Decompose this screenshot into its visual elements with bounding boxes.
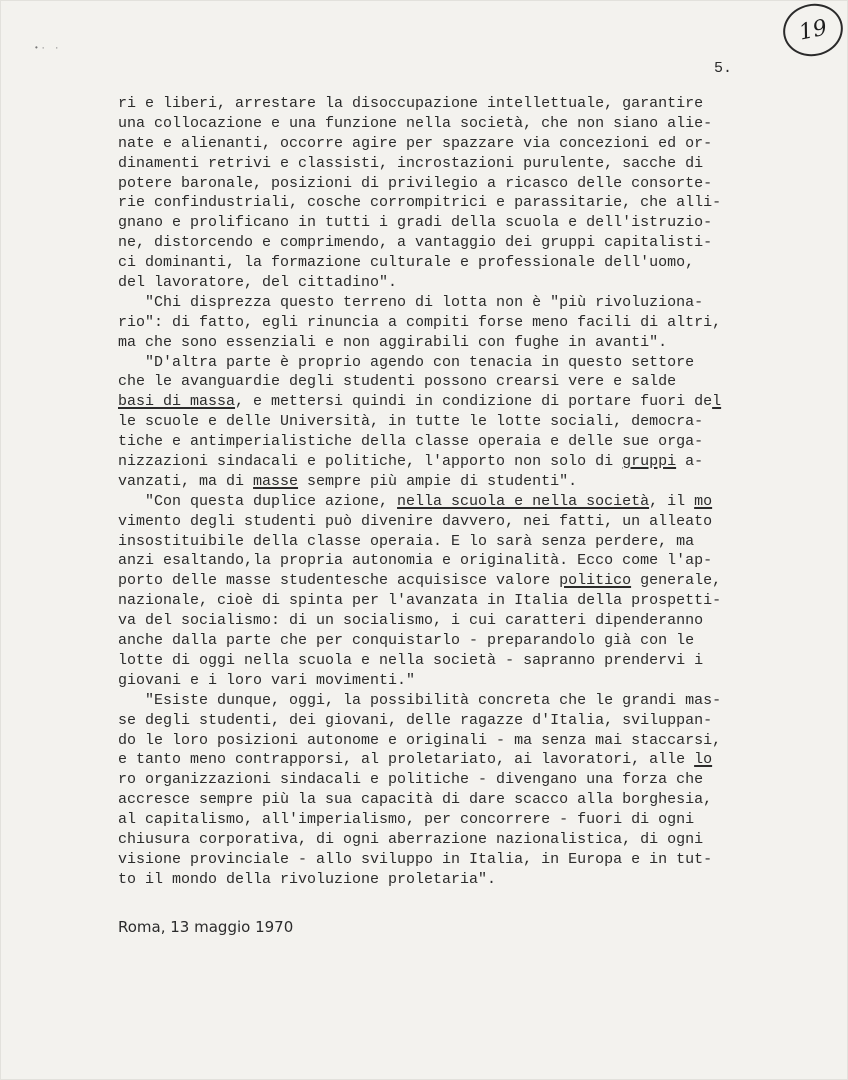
underlined-text: politico xyxy=(559,572,632,590)
text-line xyxy=(118,233,798,253)
text-line xyxy=(118,472,798,492)
line-text: ci dominanti, la formazione culturale e professionale dell'uomo, xyxy=(118,254,695,272)
line-text: , il xyxy=(649,492,695,510)
text-line xyxy=(118,333,798,353)
text-line xyxy=(118,412,798,432)
line-text: gnano e prolificano in tutti i gradi della scuola e dell'istruzio- xyxy=(118,214,713,232)
line-text: tiche e antimperialistiche della classe operaia e delle sue orga- xyxy=(118,433,704,451)
text-line xyxy=(118,631,798,651)
line-text: rio": di fatto, egli rinuncia a compiti forse meno facili di altri, xyxy=(118,313,722,331)
text-line xyxy=(118,492,798,512)
text-line xyxy=(118,750,798,770)
line-text: generale, xyxy=(631,572,722,590)
text-line xyxy=(118,193,798,213)
line-text: del lavoratore, del cittadino". xyxy=(118,274,398,292)
line-text: anzi esaltando,la propria autonomia e originalità. Ecco come l'ap- xyxy=(118,552,713,570)
line-text: vanzati, ma di xyxy=(118,472,254,490)
text-line xyxy=(118,790,798,810)
stamp-number: 19 xyxy=(796,14,830,46)
line-text: nate e alienanti, occorre agire per spazzare via concezioni ed or- xyxy=(118,134,713,152)
line-text: una collocazione e una funzione nella società, che non siano alie- xyxy=(118,114,713,132)
underlined-text: lo xyxy=(694,751,713,769)
text-line xyxy=(118,651,798,671)
text-line xyxy=(118,94,798,114)
scan-speck: •· · xyxy=(34,44,62,53)
text-line xyxy=(118,611,798,631)
text-line xyxy=(118,174,798,194)
line-text: "Chi disprezza questo terreno di lotta non è "più rivoluziona- xyxy=(118,293,704,311)
text-line xyxy=(118,253,798,273)
text-line xyxy=(118,830,798,850)
line-text: dinamenti retrivi e classisti, incrostazioni purulente, sacche di xyxy=(118,154,704,172)
line-text: insostituibile della classe operaia. E lo sarà senza perdere, ma xyxy=(118,532,695,550)
body-text xyxy=(118,94,798,890)
text-line xyxy=(118,731,798,751)
text-line xyxy=(118,273,798,293)
text-line xyxy=(118,313,798,333)
underlined-text: mo xyxy=(694,492,713,510)
underlined-text: nella scuola e nella società xyxy=(397,492,650,510)
line-text: , e mettersi quindi in condizione di portare fuori de xyxy=(235,393,713,411)
text-line xyxy=(118,691,798,711)
line-text: ri e liberi, arrestare la disoccupazione intellettuale, garantire xyxy=(118,95,704,112)
text-line xyxy=(118,372,798,392)
text-line xyxy=(118,571,798,591)
line-text: a- xyxy=(676,453,704,471)
line-text: potere baronale, posizioni di privilegio a ricasco delle consorte- xyxy=(118,174,713,192)
underlined-text: gruppi xyxy=(622,453,677,471)
text-line xyxy=(118,353,798,373)
text-line xyxy=(118,591,798,611)
line-text: se degli studenti, dei giovani, delle ragazze d'Italia, sviluppan- xyxy=(118,711,713,729)
text-line xyxy=(118,293,798,313)
underlined-text: basi di massa xyxy=(118,393,236,411)
signoff-date: Roma, 13 maggio 1970 xyxy=(118,918,294,936)
text-line xyxy=(118,671,798,691)
line-text: sempre più ampie di studenti". xyxy=(298,472,578,490)
line-text: va del socialismo: di un socialismo, i cui caratteri dipenderanno xyxy=(118,612,704,630)
text-line xyxy=(118,532,798,552)
line-text: rie confindustriali, cosche corrompitrici e parassitarie, che alli- xyxy=(118,194,722,212)
line-text: do le loro posizioni autonome e originali - ma senza mai staccarsi, xyxy=(118,731,722,749)
line-text: ne, distorcendo e comprimendo, a vantaggio dei gruppi capitalisti- xyxy=(118,234,713,252)
underlined-text: masse xyxy=(253,472,299,490)
text-line xyxy=(118,452,798,472)
text-line xyxy=(118,392,798,412)
text-line xyxy=(118,870,798,890)
page-number: 5. xyxy=(714,60,733,77)
text-line xyxy=(118,810,798,830)
text-line xyxy=(118,134,798,154)
text-line xyxy=(118,512,798,532)
line-text: ro organizzazioni sindacali e politiche - divengano una forza che xyxy=(118,771,704,789)
line-text: visione provinciale - allo sviluppo in Italia, in Europa e in tut- xyxy=(118,850,713,868)
line-text: nazionale, cioè di spinta per l'avanzata in Italia della prospetti- xyxy=(118,592,722,610)
text-line xyxy=(118,551,798,571)
text-line xyxy=(118,154,798,174)
line-text: lotte di oggi nella scuola e nella società - sapranno prendervi i xyxy=(118,651,704,669)
line-text: nizzazioni sindacali e politiche, l'apporto non solo di xyxy=(118,453,623,471)
line-text: anche dalla parte che per conquistarlo - preparandolo già con le xyxy=(118,632,695,650)
line-text: che le avanguardie degli studenti possono crearsi vere e salde xyxy=(118,373,677,391)
text-line xyxy=(118,432,798,452)
text-line xyxy=(118,770,798,790)
line-text: vimento degli studenti può divenire davvero, nei fatti, un alleato xyxy=(118,512,713,530)
text-line xyxy=(118,114,798,134)
line-text: "Con questa duplice azione, xyxy=(118,492,398,510)
text-line xyxy=(118,850,798,870)
line-text: e tanto meno contrapporsi, al proletariato, ai lavoratori, alle xyxy=(118,751,695,769)
text-line xyxy=(118,711,798,731)
line-text: "Esiste dunque, oggi, la possibilità concreta che le grandi mas- xyxy=(118,691,722,709)
text-line xyxy=(118,213,798,233)
line-text: ma che sono essenziali e non aggirabili con fughe in avanti". xyxy=(118,333,668,351)
archive-stamp xyxy=(778,0,848,62)
line-text: "D'altra parte è proprio agendo con tenacia in questo settore xyxy=(118,353,695,371)
line-text: porto delle masse studentesche acquisisce valore xyxy=(118,572,560,590)
line-text: chiusura corporativa, di ogni aberrazione nazionalistica, di ogni xyxy=(118,830,704,848)
line-text: giovani e i loro vari movimenti." xyxy=(118,671,416,689)
underlined-text: l xyxy=(712,393,722,411)
line-text: le scuole e delle Università, in tutte le lotte sociali, democra- xyxy=(118,413,704,431)
line-text: accresce sempre più la sua capacità di dare scacco alla borghesia, xyxy=(118,791,713,809)
line-text: to il mondo della rivoluzione proletaria". xyxy=(118,870,497,888)
line-text: al capitalismo, all'imperialismo, per concorrere - fuori di ogni xyxy=(118,811,695,829)
